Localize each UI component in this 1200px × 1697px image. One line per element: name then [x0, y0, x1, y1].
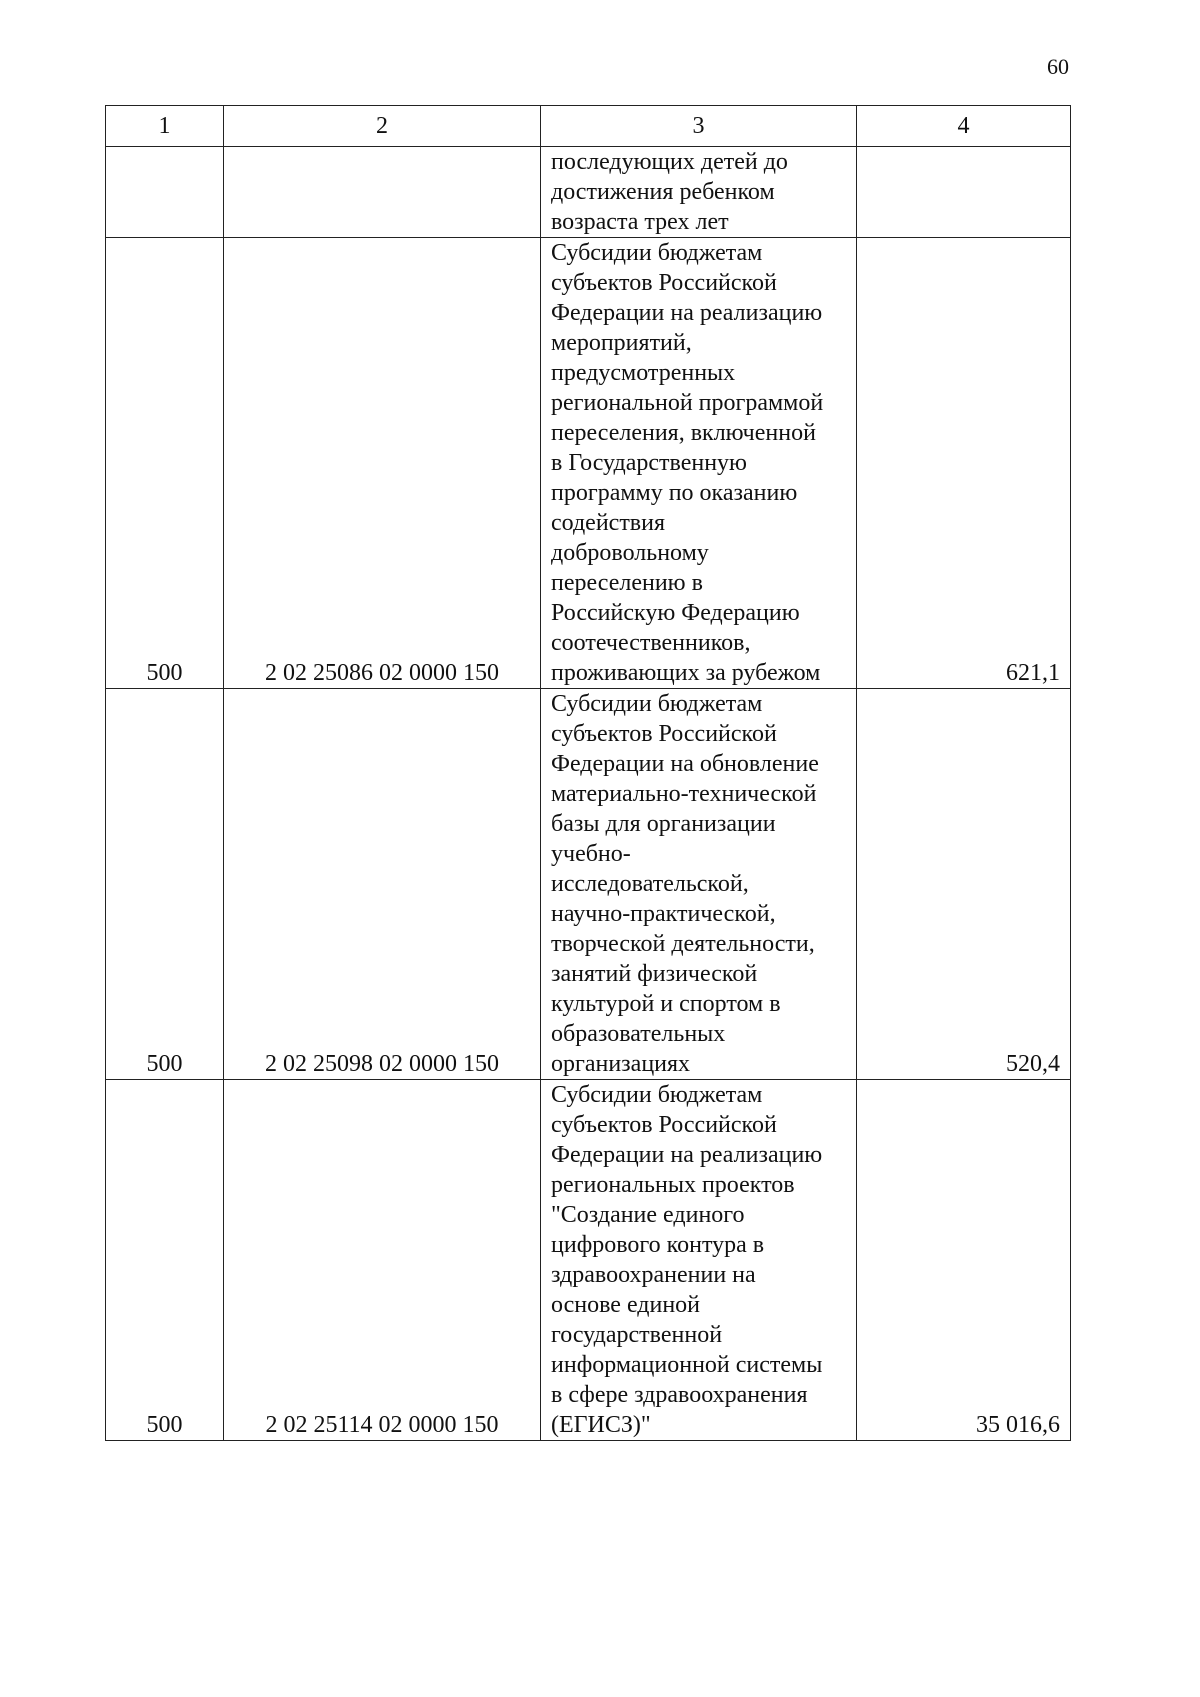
table-row	[106, 689, 1071, 1080]
budget-table	[105, 105, 1071, 1441]
name-cell: последующих детей до достижения ребенком возраста трех лет	[541, 147, 857, 238]
kbk-cell	[224, 147, 541, 238]
table-header-row	[106, 106, 1071, 147]
table-row	[106, 238, 1071, 689]
name-cell: Субсидии бюджетам субъектов Российской Федерации на реализацию мероприятий, предусмотренных региональной программой переселения, включенной в Государственную программу по оказанию содействия добровольному переселению в Российскую Федерацию соотечественников, проживающих за рубежом	[541, 238, 857, 689]
amount-cell: 621,1	[857, 238, 1071, 689]
page-number: 60	[1047, 54, 1069, 79]
code-cell: 500	[106, 238, 224, 689]
column-header-3: 3	[541, 106, 857, 147]
kbk-cell: 2 02 25098 02 0000 150	[224, 689, 541, 1080]
amount-cell: 520,4	[857, 689, 1071, 1080]
name-cell: Субсидии бюджетам субъектов Российской Федерации на обновление материально-технической базы для организации учебно- исследовательской, научно-практической, творческой деятельности, занятий физической культурой и спортом в образовательных организациях	[541, 689, 857, 1080]
amount-cell	[857, 147, 1071, 238]
kbk-cell: 2 02 25114 02 0000 150	[224, 1080, 541, 1441]
amount-cell: 35 016,6	[857, 1080, 1071, 1441]
code-cell	[106, 147, 224, 238]
table-row	[106, 147, 1071, 238]
table-row	[106, 1080, 1071, 1441]
column-header-1: 1	[106, 106, 224, 147]
column-header-2: 2	[224, 106, 541, 147]
code-cell: 500	[106, 1080, 224, 1441]
column-header-4: 4	[857, 106, 1071, 147]
kbk-cell: 2 02 25086 02 0000 150	[224, 238, 541, 689]
name-cell: Субсидии бюджетам субъектов Российской Федерации на реализацию региональных проектов "Создание единого цифрового контура в здравоохранении на основе единой государственной информационной системы в сфере здравоохранения (ЕГИСЗ)"	[541, 1080, 857, 1441]
code-cell: 500	[106, 689, 224, 1080]
